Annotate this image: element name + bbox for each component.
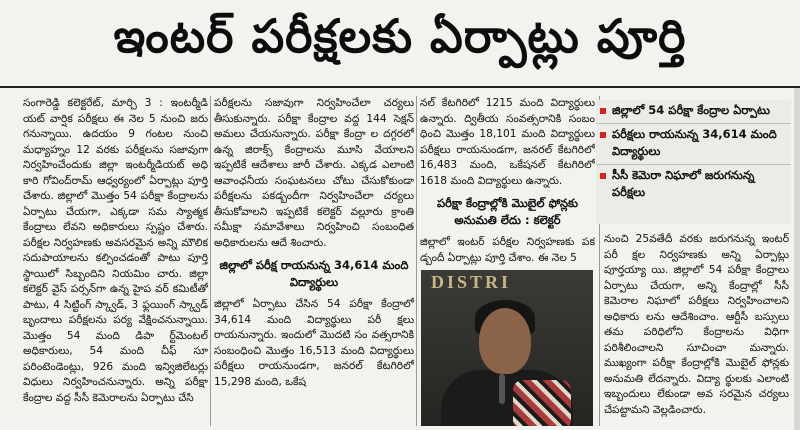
column-1: [23, 96, 208, 426]
column-3-text-bottom: జిల్లాలో ఇంటర్ పరీక్షల నిర్వహణకు పక డ్బందీ ఏర్పాట్లు పూర్తి చేశాం. ఈ నెల 5: [420, 236, 595, 264]
column-2-text-top: పరీక్షలను సజావుగా నిర్వహించేలా చర్యలు తీసుకున్నారు. పరీక్షా కేంద్రాల వద్ద 144 సెక్షన్ అమలు చేయనున్నారు. పరీక్షా కేంద్రా ల దగ్గరలో ఉన్న జిరాక్స్ కేంద్రాలను మూసి వేయాలని ఇప్పటికే ఆదేశాలు జారీ చేశారు. ఎక్కడ ఎలాంటి ఆవాంఛనీయ సంఘటనలు చోటు చేసుకోకుండా పరీక్షలను పకడ్బందీగా నిర్వహించేలా చర్యలు తీసుకోవాలని ఇప్పటికే కలెక్టర్ వల్లూరు క్రాంతి సమీక్షా సమావేశాలు నిర్వహించి సంబంధిత అధికారులను ఆదే శించారు.: [214, 97, 414, 249]
column-3: [420, 96, 595, 268]
highlight-text: సీసీ కెమెరా నిఘాలో జరుగనున్న పరీక్షలు: [612, 168, 755, 199]
subheading-mobile-phones: పరీక్షా కేంద్రాల్లోకి మొబైల్ ఫోన్లకు అనుమతి లేదు : కలెక్టర్: [437, 196, 578, 227]
highlight-item: [596, 165, 791, 205]
column-divider: [210, 96, 211, 426]
column-divider: [416, 96, 417, 426]
photo-backdrop-text: DISTRI: [431, 272, 512, 292]
highlight-text: పరీక్షలు రాయనున్న 34,614 మంది విద్యార్థులు: [612, 127, 777, 158]
highlight-item: [596, 100, 791, 124]
highlight-item: [596, 124, 791, 165]
column-3-text-top: నల్ కేటగిరిలో 1215 మంది విద్యార్థులు ఉన్నారు. ద్వితీయ సంవత్సరానికి సంబం ధించి మొత్తం 18,101 మంది విద్యార్థులు పరీక్షలు రాయనుండగా, జనరల్ కేటగిరిలో 16,483 మంది, ఒకేషనల్ కేటగిరిలో 1618 మంది విద్యార్థులు ఉన్నారు.: [420, 97, 595, 187]
bullet-icon: [600, 132, 606, 138]
column-4-text: నుంచి 25వతేదీ వరకు జరుగనున్న ఇంటర్ పరీ క్షల నిర్వహణకు అన్ని ఏర్పాట్లు పూర్తయ్యా యి. జిల్లాలో 54 పరీక్షా కేంద్రాలు ఏర్పాటు చేయగా, అన్ని కేంద్రాల్లో సీసీ కెమెరాల నిఘాలో పరీక్షలు నిర్వహించాలని అధికారు లను ఆదేశించాం. ఆర్టీసీ బస్సులు తమ పరిధిలోని కేంద్రాలను విధిగా పరిశీలించాలని సూచించా మన్నారు. ముఖ్యంగా పరీక్షా కేంద్రాల్లోకి మొబైల్ ఫోన్లకు అనుమతి లేదన్నారు. విద్యా ర్థులకు ఎలాంటి ఇబ్బందులు లేకుండా అవ సరమైన చర్యలు చేపట్టామని వెల్లడించారు.: [604, 233, 789, 416]
collector-photo: [421, 270, 593, 426]
highlight-text: జిల్లాలో 54 పరీక్షా కేంద్రాల ఏర్పాటు: [612, 103, 770, 117]
column-2: [214, 96, 414, 426]
column-4: [604, 232, 789, 426]
microphone-icon: [499, 374, 505, 404]
page-edge: [794, 88, 800, 430]
photo-saree: [513, 380, 571, 426]
column-2-text-bottom: జిల్లాలో ఏర్పాటు చేసిన 54 పరీక్షా కేంద్రాలో 34,614 మంది విద్యార్థులు పరీ క్షలు రాయనున్నారు. ఇందులో మొదటి సం వత్సరానికి సంబంధించి మొత్తం 16,513 మంది విద్యార్థులు పరీక్షలు రాయనుండగా, జనరల్ కేటగిరిలో 15,298 మంది, ఒకేష: [214, 298, 414, 388]
headline-rule: [0, 86, 800, 88]
headline: ఇంటర్ పరీక్షలకు ఏర్పాట్లు పూర్తి: [113, 9, 687, 63]
bullet-icon: [600, 173, 606, 179]
subheading-students: జిల్లాలో పరీక్ష రాయనున్న 34,614 మంది విద్యార్థులు: [219, 258, 409, 289]
photo-face: [479, 308, 531, 374]
bullet-icon: [600, 108, 606, 114]
column-1-text: సంగారెడ్డి కలెక్టరేట్, మార్చి 3 : ఇంటర్మీడి యట్ వార్షిక పరీక్షలు ఈ నెల 5 నుంచి జరు గనున్నాయి. ఉదయం 9 గంటల నుంచి మధ్యాహ్నం 12 వరకు పరీక్షలను సజావుగా నిర్వహించేందుకు జిల్లా ఇంటర్మీడియట్ అధి కారి గోవింద్‌రామ్ ఆధ్వర్యంలో ఏర్పాట్లు పూర్తి చేశారు. జిల్లాలో మొత్తం 54 పరీక్షా కేంద్రాలను ఏర్పాటు చేయగా, ఎక్కడా సమ స్యాత్మక కేంద్రాలు లేవని అధికారులు స్పష్టం చేశారు. పరీక్షల నిర్వహణకు అవసరమైన అన్ని మౌలిక సదుపాయాలను కల్పించడంతో పాటు పూర్తి స్థాయిలో సిబ్బందిని నియమిం చారు. జిల్లా కలెక్టర్ వైస్ పర్సన్‌గా ఉన్న హైప వర్ కమిటీతో పాటు, 4 సిట్టింగ్ స్క్వాడ్, 3 ఫ్లయింగ్ స్క్వాడ్ బృందాలు పరీక్షలను పర్య వేక్షించనున్నాయి. మొత్తం 54 మంది డిపా ర్ట్‌మెంటల్ అధికారులు, 54 మంది చీఫ్ సూ పరింటెండెంట్లు, 926 మంది ఇన్విజిలేటర్లు విధులు నిర్వహించనున్నారు. అన్ని పరీక్షా కేంద్రాల వద్ద సీసీ కెమెరాలను ఏర్పాటు చేసి: [23, 97, 208, 404]
highlights-box: [596, 100, 791, 224]
